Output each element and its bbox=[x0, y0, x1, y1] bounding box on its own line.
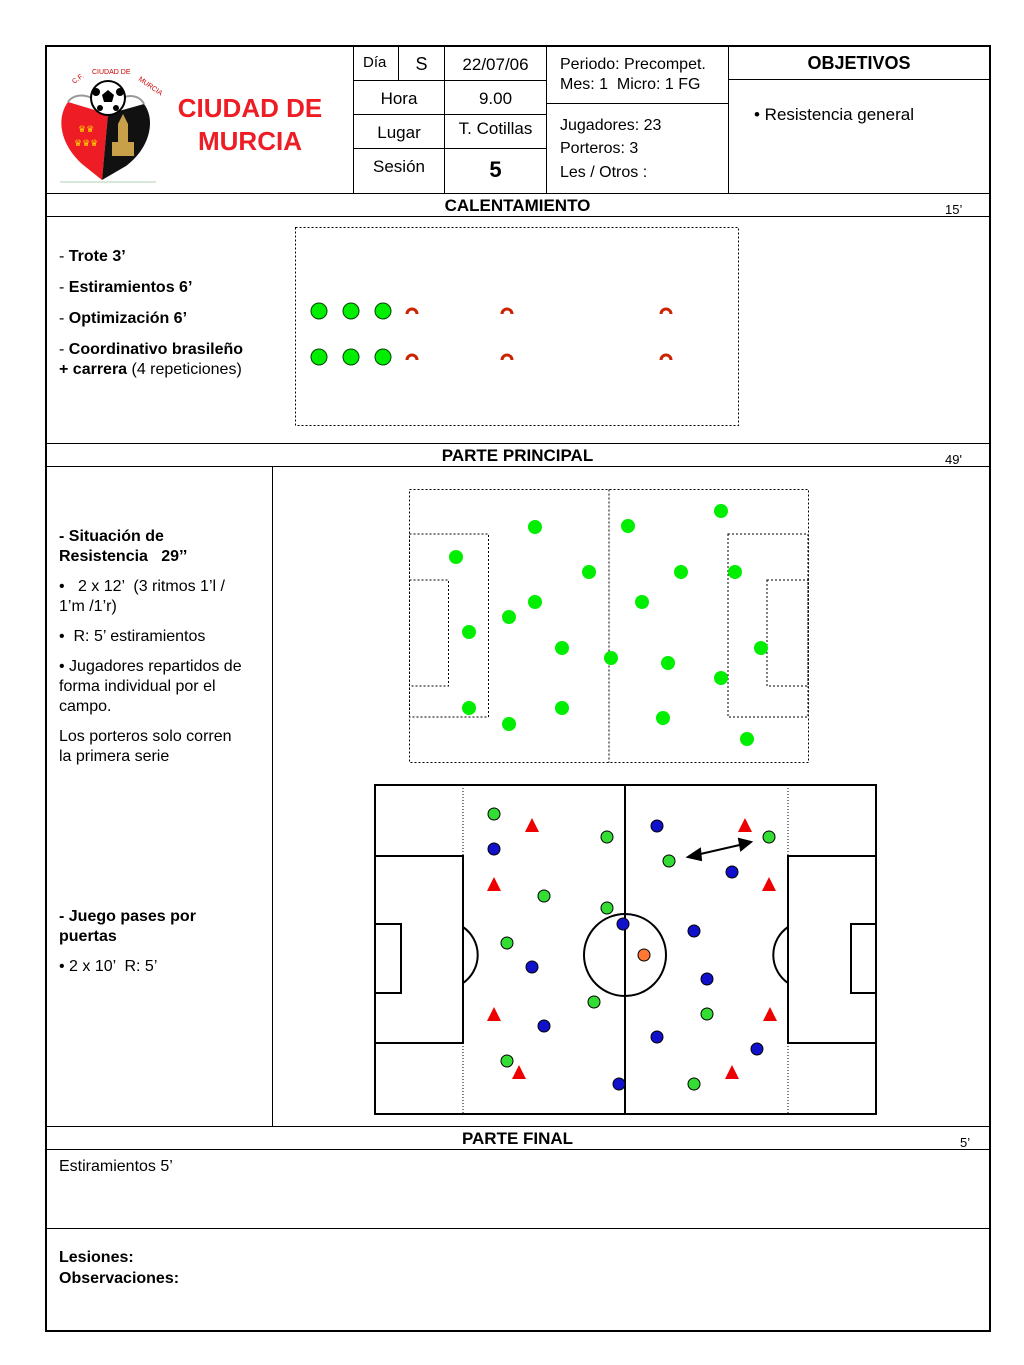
dia-value: S bbox=[415, 54, 428, 74]
hora-label: Hora bbox=[380, 89, 418, 108]
sesion-label: Sesión bbox=[373, 157, 425, 176]
session-date: 22/07/06 bbox=[462, 55, 529, 74]
otros: Les / Otros : bbox=[560, 164, 648, 181]
list-item: - Optimización 6’ bbox=[59, 310, 188, 327]
periodo: Periodo: Precompet. bbox=[560, 56, 706, 73]
final-text: Estiramientos 5’ bbox=[59, 1158, 173, 1175]
svg-text:♛♛: ♛♛ bbox=[78, 124, 95, 134]
lugar-value: T. Cotillas bbox=[458, 119, 533, 138]
jugadores: Jugadores: 23 bbox=[560, 117, 662, 134]
principal-title: PARTE PRINCIPAL bbox=[441, 446, 594, 465]
s1-note: Los porteros solo corren la primera serie bbox=[59, 728, 232, 765]
s1-bullet-3: • Jugadores repartidos de forma individual por el campo. bbox=[59, 658, 242, 715]
s2-notes bbox=[59, 907, 269, 977]
svg-text:MURCIA: MURCIA bbox=[136, 75, 164, 98]
club-logo bbox=[56, 62, 164, 184]
s2-title: - Juego pases por puertas bbox=[59, 908, 196, 945]
club-name bbox=[160, 92, 340, 158]
dia-label: Día bbox=[363, 54, 387, 71]
list-item: - Coordinativo brasileño + carrera (4 repeticiones) bbox=[59, 341, 244, 378]
svg-text:♛♛♛: ♛♛♛ bbox=[74, 138, 99, 148]
passing-gates-diagram bbox=[374, 784, 878, 1116]
calentamiento-list bbox=[59, 247, 274, 380]
objetivo-item: • Resistencia general bbox=[754, 105, 914, 124]
lugar-label: Lugar bbox=[377, 123, 421, 142]
club-name-line2: MURCIA bbox=[198, 126, 302, 156]
calentamiento-time: 15’ bbox=[945, 202, 963, 217]
principal-notes bbox=[59, 527, 269, 767]
s2-bullet-1: • 2 x 10’ R: 5’ bbox=[59, 958, 158, 975]
objetivos-title: OBJETIVOS bbox=[807, 53, 911, 73]
mes-micro: Mes: 1 Micro: 1 FG bbox=[560, 76, 701, 93]
principal-time: 49' bbox=[945, 452, 962, 467]
svg-text:C.F.: C.F. bbox=[71, 72, 86, 86]
s1-title: - Situación de Resistencia 29’’ bbox=[59, 528, 188, 565]
list-item: - Estiramientos 6’ bbox=[59, 279, 193, 296]
club-name-line1: CIUDAD DE bbox=[177, 93, 323, 123]
final-time: 5’ bbox=[960, 1135, 971, 1150]
porteros: Porteros: 3 bbox=[560, 140, 639, 157]
svg-text:CIUDAD DE: CIUDAD DE bbox=[92, 69, 131, 76]
list-item: - Trote 3’ bbox=[59, 248, 126, 265]
hora-value: 9.00 bbox=[478, 89, 513, 108]
observaciones-label: Observaciones: bbox=[59, 1270, 180, 1287]
s1-bullet-2: • R: 5’ estiramientos bbox=[59, 628, 206, 645]
lesiones-label: Lesiones: bbox=[59, 1249, 134, 1266]
warmup-diagram bbox=[295, 227, 740, 427]
resistance-field-diagram bbox=[408, 488, 810, 764]
calentamiento-title: CALENTAMIENTO bbox=[444, 196, 591, 215]
sesion-value: 5 bbox=[489, 157, 502, 182]
s1-bullet-1: • 2 x 12’ (3 ritmos 1’l / 1’m /1’r) bbox=[59, 578, 225, 615]
final-title: PARTE FINAL bbox=[461, 1129, 574, 1148]
